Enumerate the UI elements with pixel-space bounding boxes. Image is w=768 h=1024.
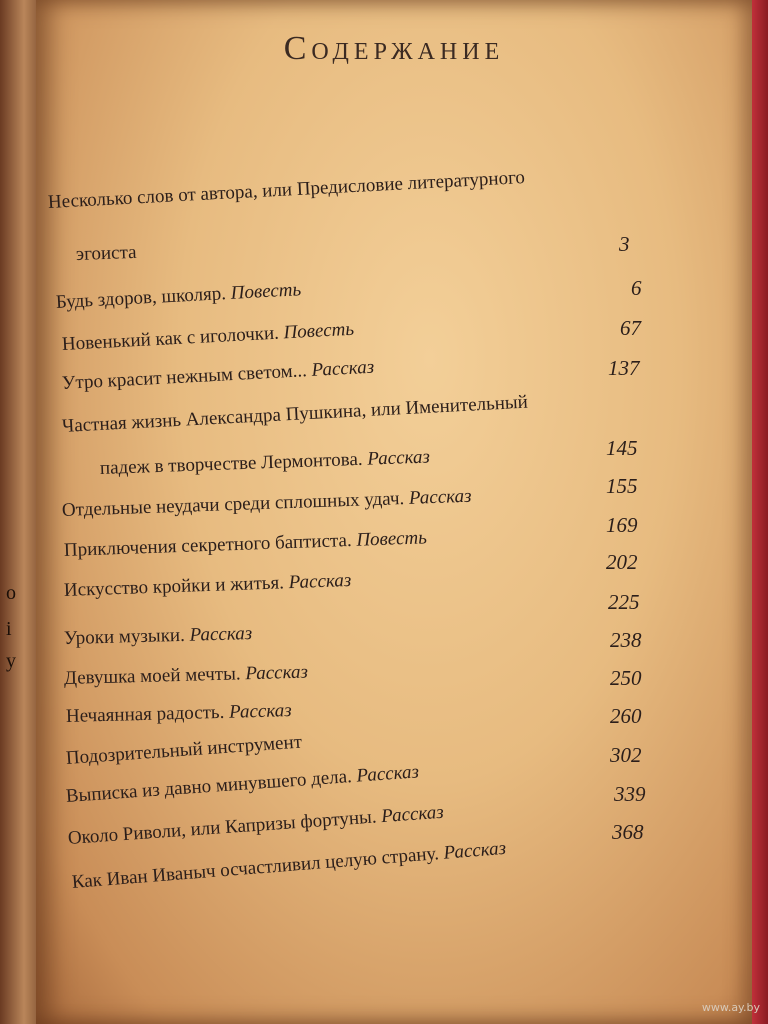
page-title: Содержание bbox=[283, 30, 505, 67]
toc-entry-title: Отдельные неудачи среди сплошных удач. bbox=[61, 488, 405, 521]
toc-entry bbox=[55, 279, 301, 314]
watermark: www.ay.by bbox=[701, 1001, 760, 1014]
toc-entry-title: Новенький как с иголочки. bbox=[61, 322, 280, 355]
left-page-fragment: у bbox=[6, 650, 16, 672]
toc-entry-genre: Повесть bbox=[230, 279, 302, 304]
toc-entry bbox=[67, 802, 444, 850]
book-cover-edge bbox=[752, 0, 768, 1024]
toc-entry bbox=[64, 570, 352, 602]
toc-page-number: 250 bbox=[610, 666, 642, 690]
toc-entry-title: Нечаянная радость. bbox=[65, 701, 225, 727]
toc-entry-title: Около Риволи, или Капризы фортуны. bbox=[67, 806, 378, 849]
toc-page-number: 169 bbox=[606, 513, 638, 537]
toc-page-number: 368 bbox=[612, 820, 644, 844]
toc-entry bbox=[76, 242, 137, 266]
toc-entry-title: Подозрительный инструмент bbox=[65, 731, 303, 769]
toc-page-number: 202 bbox=[606, 550, 638, 574]
toc-entry-title: Несколько слов от автора, или Предисловие литературного bbox=[47, 167, 526, 213]
toc-page-number: 145 bbox=[606, 436, 638, 460]
toc-entry bbox=[65, 761, 419, 808]
toc-entry bbox=[62, 486, 472, 522]
toc-entry-title: Приключения секретного баптиста. bbox=[63, 529, 353, 561]
toc-entry bbox=[61, 392, 528, 438]
toc-entry-title: Как Иван Иваныч осчастливил целую страну. bbox=[71, 843, 440, 893]
toc-entry-title: Будь здоров, школяр. bbox=[55, 283, 227, 313]
toc-entry-title: эгоиста bbox=[75, 241, 137, 265]
toc-page-number: 339 bbox=[614, 782, 646, 806]
toc-entry bbox=[61, 357, 374, 395]
adjacent-page-edge bbox=[0, 0, 40, 1024]
left-page-fragment: і bbox=[6, 618, 12, 640]
toc-page-number: 302 bbox=[610, 743, 642, 767]
toc-page-number: 225 bbox=[608, 590, 640, 614]
toc-page-number: 155 bbox=[606, 474, 638, 498]
toc-entry-genre: Рассказ bbox=[380, 801, 445, 828]
left-page-fragment: о bbox=[6, 582, 16, 604]
toc-entry-genre: Рассказ bbox=[442, 837, 507, 864]
toc-entry bbox=[66, 700, 292, 728]
toc-entry bbox=[64, 662, 308, 690]
toc-entry-title: Искусство кройки и житья. bbox=[63, 572, 285, 601]
toc-entry-title: падеж в творчестве Лермонтова. bbox=[99, 448, 363, 479]
toc-entry-genre: Рассказ bbox=[355, 761, 420, 787]
toc-entry-title: Частная жизнь Александра Пушкина, или Именительный bbox=[61, 391, 529, 437]
toc-entry-title: Утро красит нежным светом... bbox=[61, 360, 308, 394]
toc-entry-genre: Рассказ bbox=[228, 700, 292, 723]
book-page bbox=[36, 0, 752, 1024]
toc-entry bbox=[65, 732, 302, 770]
toc-page-number: 260 bbox=[610, 704, 642, 728]
toc-page-number: 6 bbox=[631, 276, 642, 300]
toc-entry-title: Выписка из давно минувшего дела. bbox=[65, 766, 353, 807]
toc-entry bbox=[71, 838, 507, 894]
toc-entry-genre: Рассказ bbox=[311, 356, 375, 381]
toc-entry-genre: Рассказ bbox=[245, 661, 309, 685]
toc-entry bbox=[61, 319, 354, 356]
toc-entry-genre: Рассказ bbox=[189, 623, 253, 646]
toc-entry-genre: Повесть bbox=[283, 318, 355, 344]
toc-entry-genre: Рассказ bbox=[408, 485, 472, 509]
toc-entry bbox=[100, 446, 431, 480]
toc-entry-genre: Повесть bbox=[356, 527, 428, 551]
toc-page-number: 67 bbox=[620, 316, 641, 340]
toc-entry-genre: Рассказ bbox=[366, 446, 431, 470]
table-of-contents bbox=[36, 0, 752, 1024]
toc-entry bbox=[64, 623, 253, 650]
toc-page-number: 3 bbox=[619, 232, 630, 256]
toc-entry bbox=[47, 167, 525, 214]
toc-entry bbox=[64, 527, 428, 562]
toc-entry-genre: Рассказ bbox=[288, 569, 352, 594]
toc-page-number: 137 bbox=[608, 356, 640, 380]
toc-entry-title: Девушка моей мечты. bbox=[63, 663, 241, 689]
toc-page-number: 238 bbox=[610, 628, 642, 652]
toc-entry-title: Уроки музыки. bbox=[63, 624, 186, 649]
